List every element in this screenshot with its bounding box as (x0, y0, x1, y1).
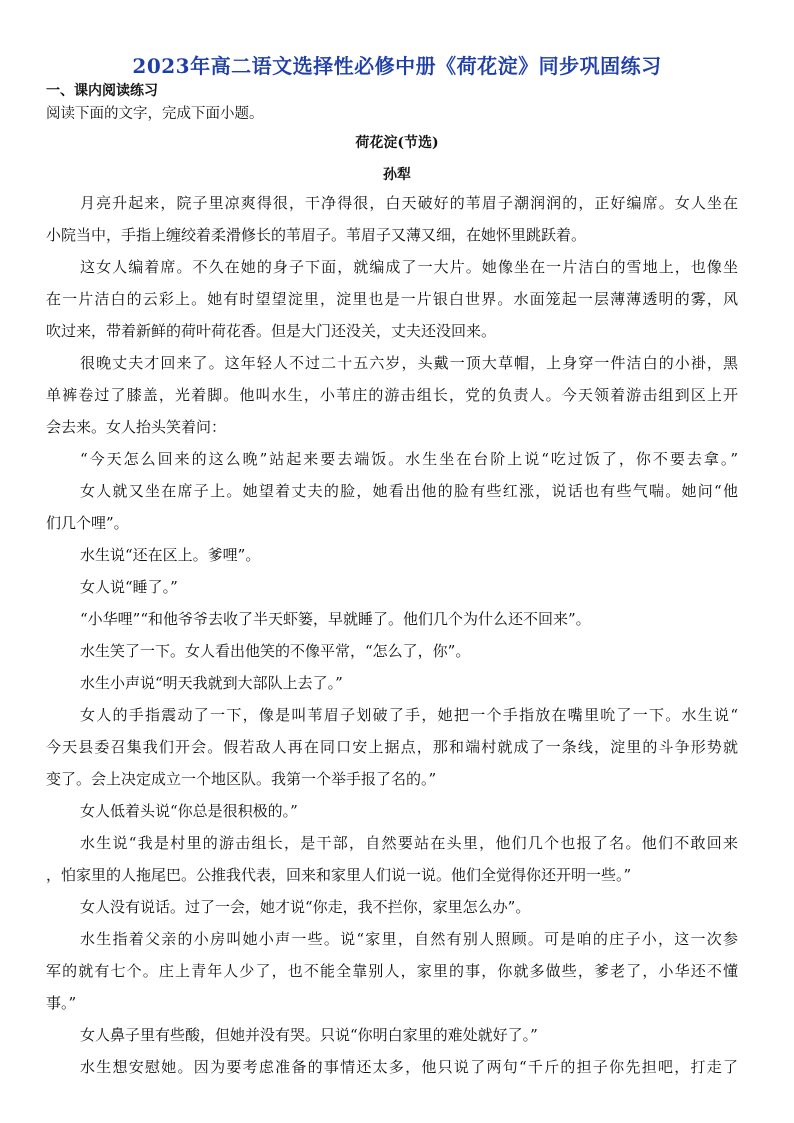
passage-line: “小华哩”“和他爷爷去收了半天虾篓，早就睡了。他们几个为什么还不回来”。 (80, 610, 591, 628)
passage-line: 在一片洁白的云彩上。她有时望望淀里，淀里也是一片银白世界。水面笼起一层薄薄透明的雾，风 (46, 290, 738, 308)
passage-line: 会去来。女人抬头笑着问： (46, 418, 227, 436)
passage-line: 女人说“睡了。” (80, 578, 178, 596)
passage-line: “今天怎么回来的这么晚”站起来要去端饭。水生坐在台阶上说“吃过饭了，你不要去拿。” (80, 450, 738, 468)
passage-line: 军的就有七个。庄上青年人少了，也不能全靠别人，家里的事，你就多做些，爹老了，小华还不懂 (46, 962, 738, 980)
passage-line: 水生笑了一下。女人看出他笑的不像平常，“怎么了，你”。 (80, 642, 471, 660)
passage-line: 变了。会上决定成立一个地区队。我第一个举手报了名的。” (46, 770, 437, 788)
passage-line: 月亮升起来，院子里凉爽得很，干净得很，白天破好的苇眉子潮润润的，正好编席。女人坐在 (80, 194, 738, 212)
passage-author: 孙犁 (383, 167, 411, 183)
passage-line: 吹过来，带着新鲜的荷叶荷花香。但是大门还没关，丈夫还没回来。 (46, 322, 497, 340)
passage-line: 女人没有说话。过了一会，她才说“你走，我不拦你，家里怎么办”。 (80, 898, 531, 916)
passage-line: ，怕家里的人拖尾巴。公推我代表，回来和家里人们说一说。他们全觉得你还开明一些。” (46, 866, 632, 884)
passage-line: 单裤卷过了膝盖，光着脚。他叫水生，小苇庄的游击组长，党的负责人。今天领着游击组到区上开 (46, 386, 738, 404)
passage-line: 女人低着头说“你总是很积极的。” (80, 802, 298, 820)
document-title: 2023年高二语文选择性必修中册《荷花淀》同步巩固练习 (132, 54, 662, 78)
passage-line: 女人就又坐在席子上。她望着丈夫的脸，她看出他的脸有些红涨，说话也有些气喘。她问“他 (80, 482, 738, 500)
passage-line: 很晚丈夫才回来了。这年轻人不过二十五六岁，头戴一顶大草帽，上身穿一件洁白的小褂，黑 (80, 354, 738, 372)
passage-line: 水生想安慰她。因为要考虑准备的事情还太多，他只说了两句“千斤的担子你先担吧，打走了 (80, 1058, 738, 1076)
passage-line: 这女人编着席。不久在她的身子下面，就编成了一大片。她像坐在一片洁白的雪地上，也像坐 (80, 258, 738, 276)
passage-line: 水生说“还在区上。爹哩”。 (80, 546, 261, 564)
passage-line: 水生小声说“明天我就到大部队上去了。” (80, 674, 343, 692)
passage-line: 们几个哩”。 (46, 514, 129, 532)
passage-line: 今天县委召集我们开会。假若敌人再在同口安上据点，那和端村就成了一条线，淀里的斗争形势就 (46, 738, 738, 756)
instruction-text: 阅读下面的文字，完成下面小题。 (46, 106, 264, 122)
passage-line: 小院当中，手指上缠绞着柔滑修长的苇眉子。苇眉子又薄又细，在她怀里跳跃着。 (46, 226, 587, 244)
passage-line: 水生指着父亲的小房叫她小声一些。说“家里，自然有别人照顾。可是咱的庄子小，这一次参 (80, 930, 738, 948)
passage-title: 荷花淀(节选) (355, 135, 439, 151)
section-heading: 一、课内阅读练习 (46, 83, 158, 99)
passage-line: 事。” (46, 994, 77, 1012)
passage-line: 女人的手指震动了一下，像是叫苇眉子划破了手，她把一个手指放在嘴里吮了一下。水生说“ (80, 706, 738, 724)
passage-line: 女人鼻子里有些酸，但她并没有哭。只说“你明白家里的难处就好了。” (80, 1026, 538, 1044)
passage-line: 水生说“我是村里的游击组长，是干部，自然要站在头里，他们几个也报了名。他们不敢回来 (80, 834, 738, 852)
